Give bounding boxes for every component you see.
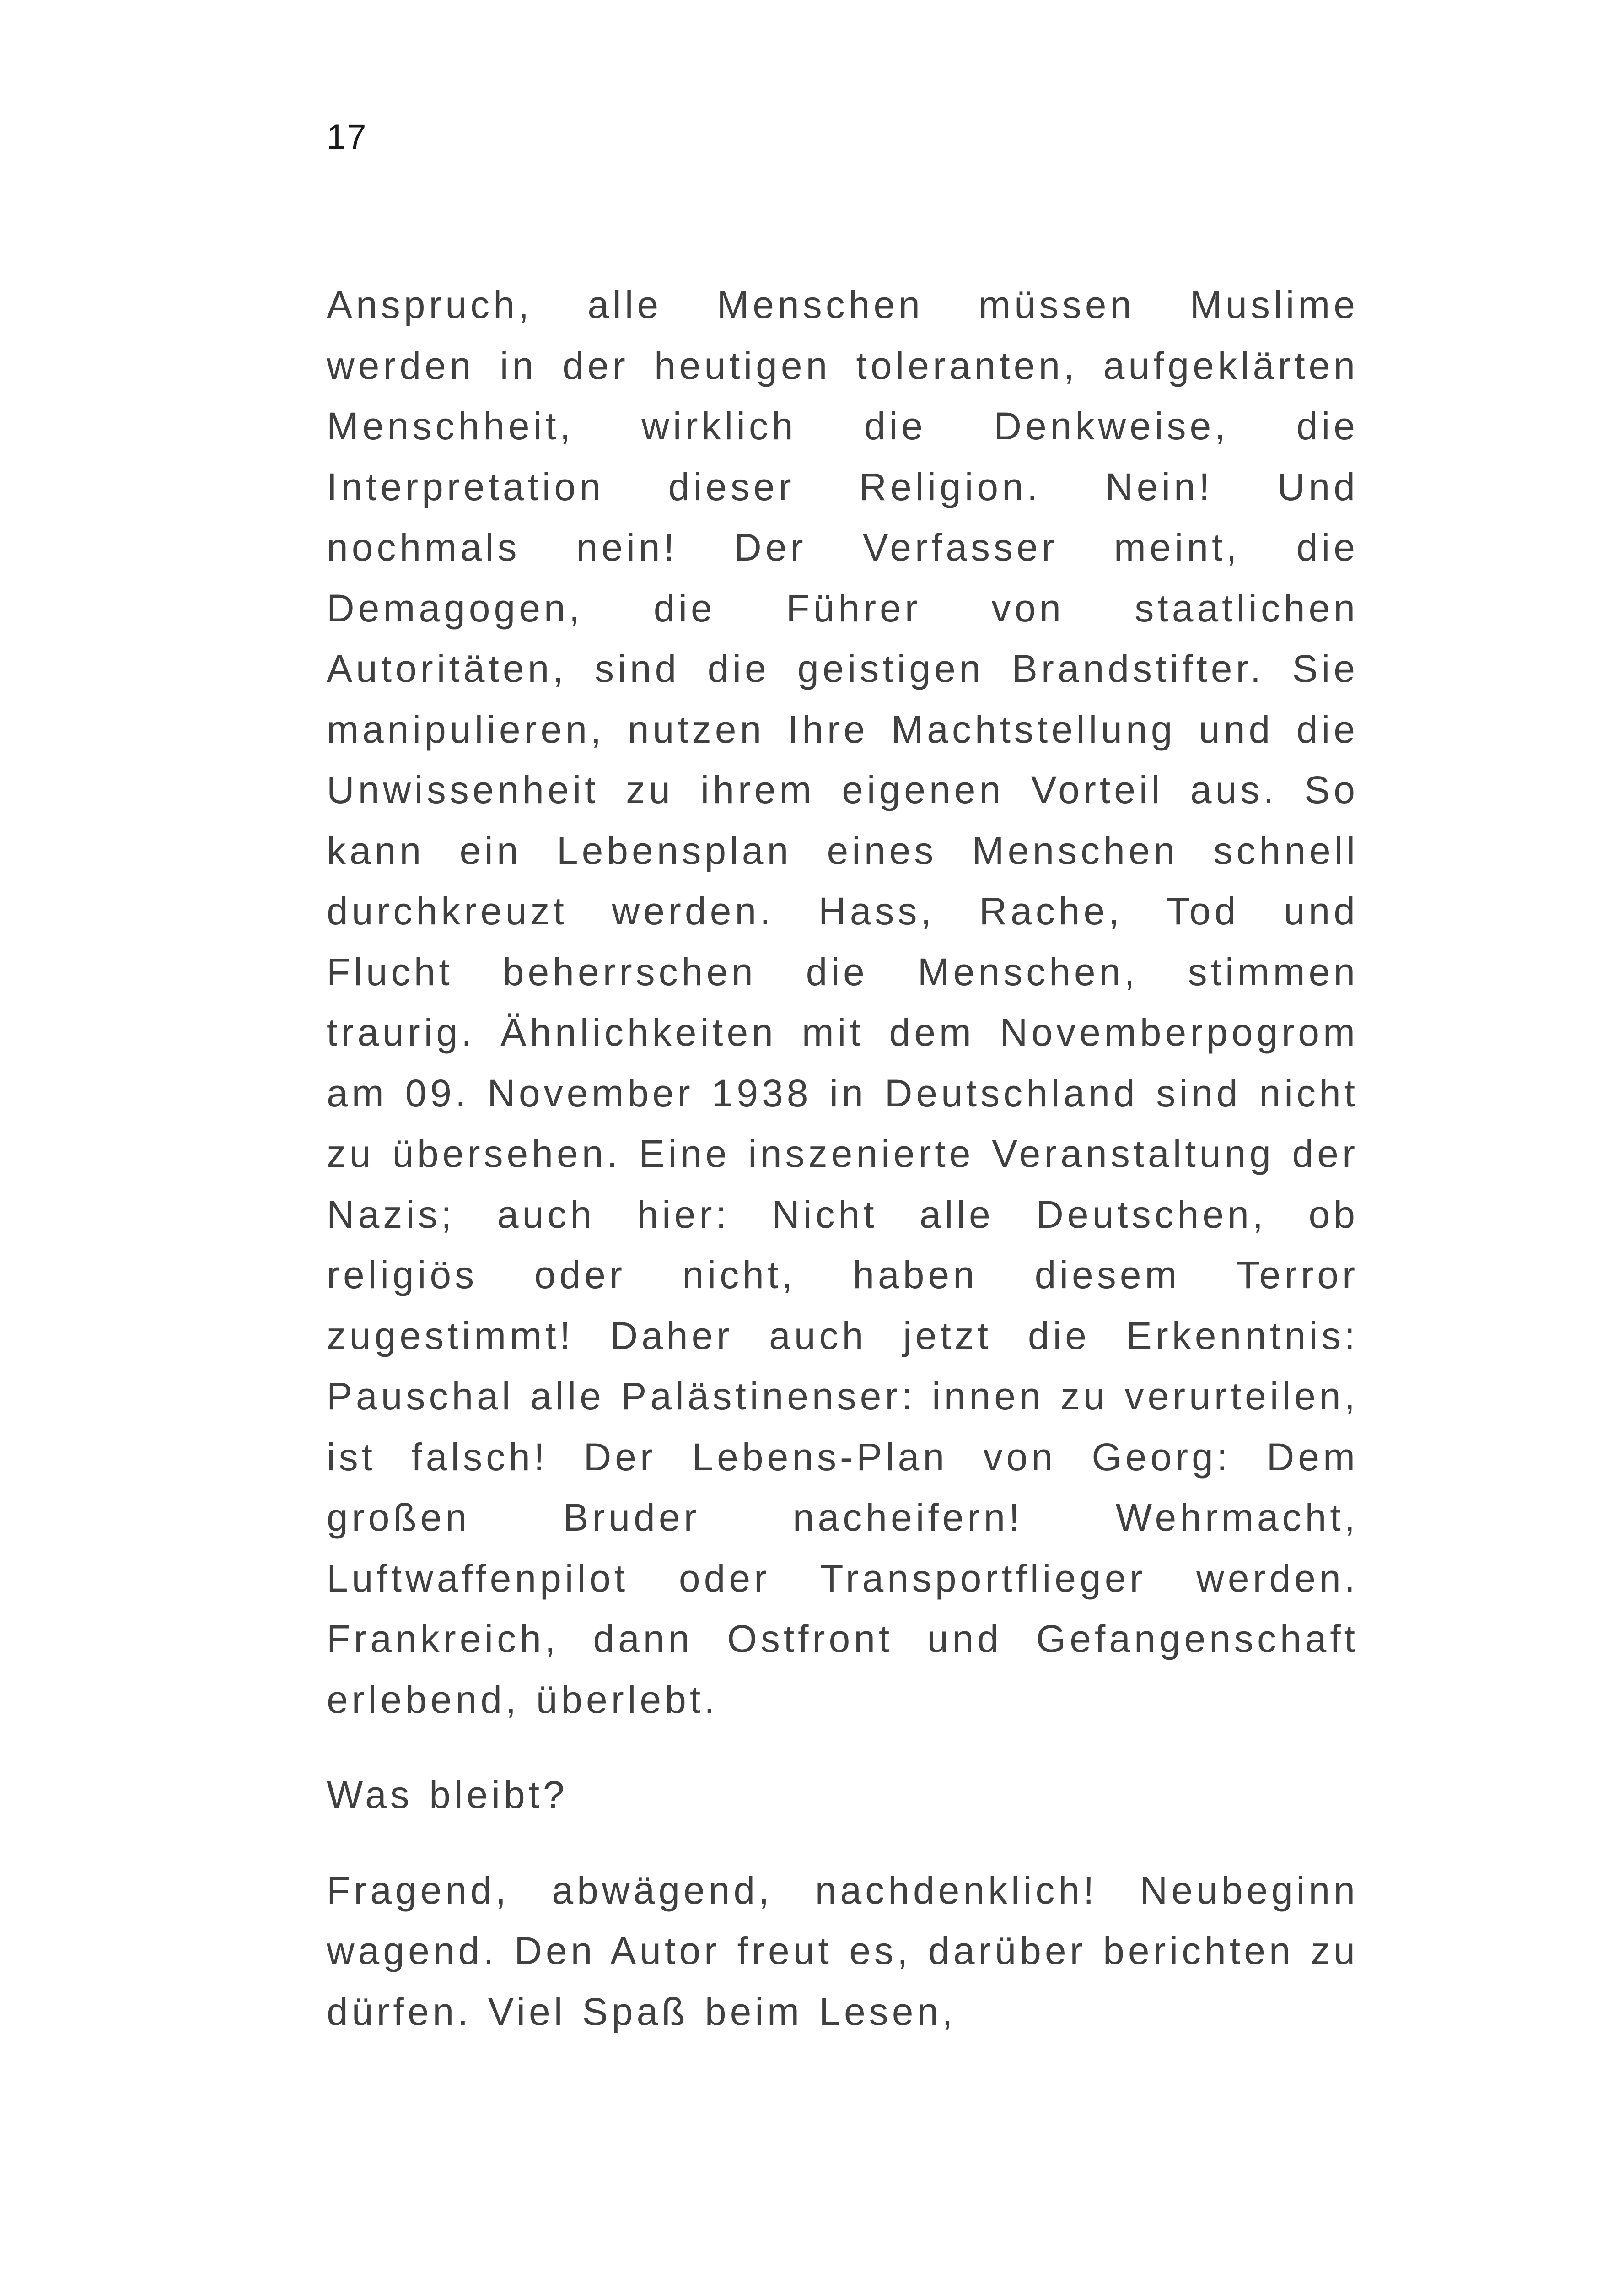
page-number: 17 [327, 118, 367, 156]
paragraph-question: Was bleibt? [327, 1773, 568, 1816]
paragraph-main: Anspruch, alle Menschen müssen Muslime werden in der heutigen toleranten, aufgeklärten Menschheit, wirklich die Denkweise, die Interpretation dieser Religion. Nein! Und nochmals nein! Der Verfasser meint, die Demagogen, die Führer von staatlichen Autoritäten, sind die geistigen Brandstifter. Sie manipulieren, nutzen Ihre Machtstellung und die Unwissenheit zu ihrem eigenen Vorteil aus. So kann ein Lebensplan eines Menschen schnell durchkreuzt werden. Hass, Rache, Tod und Flucht beherrschen die Menschen, stimmen traurig. Ähnlichkeiten mit dem Novemberpogrom am 09. November 1938 in Deutschland sind nicht zu übersehen. Eine inszenierte Veranstaltung der Nazis; auch hier: Nicht alle Deutschen, ob religiös oder nicht, haben diesem Terror zugestimmt! Daher auch jetzt die Erkenntnis: Pauschal alle Palästinenser: innen zu verurteilen, ist falsch! Der Lebens-Plan von Georg: Dem großen Bruder nacheifern! Wehrmacht, Luftwaffenpilot oder Transportflieger werden. Frankreich, dann Ostfront und Gefangenschaft erlebend, überlebt. [327, 283, 1359, 1721]
body-text [327, 275, 1359, 2042]
paragraph-closing: Fragend, abwägend, nachdenklich! Neubeginn wagend. Den Autor freut es, darüber berichten zu dürfen. Viel Spaß beim Lesen, [327, 1868, 1359, 2033]
